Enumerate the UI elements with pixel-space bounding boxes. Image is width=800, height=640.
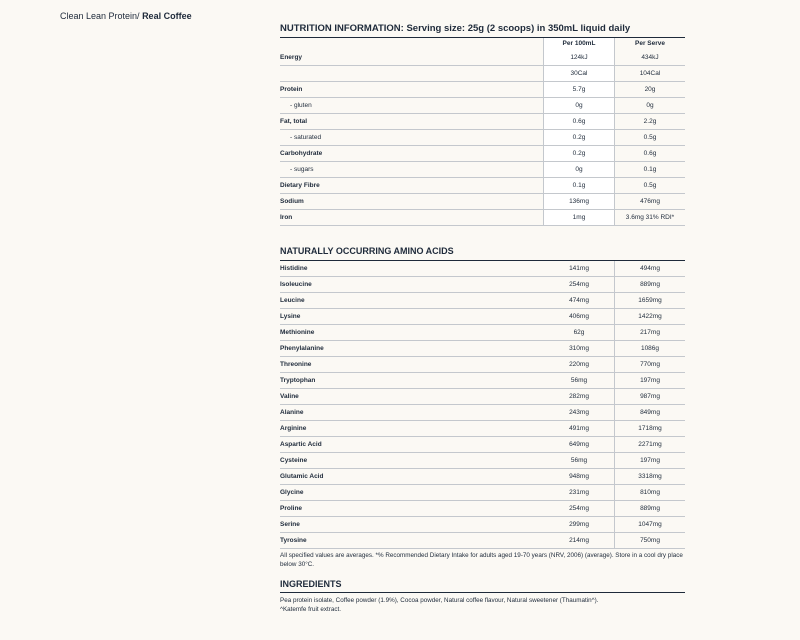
row-label: Cysteine xyxy=(280,457,308,464)
row-value-per-100ml: 124kJ xyxy=(543,50,615,65)
nutrition-title: NUTRITION INFORMATION: Serving size: 25g (2 scoops) in 350mL liquid daily xyxy=(280,23,631,34)
amino-row xyxy=(280,533,685,549)
row-value-per-serve: 476mg xyxy=(640,198,660,205)
row-label xyxy=(280,66,543,81)
row-label: Carbohydrate xyxy=(280,150,323,157)
ingredients-title: INGREDIENTS xyxy=(280,579,342,589)
row-value-per-serve: 197mg xyxy=(640,377,660,384)
nutrition-panel xyxy=(280,0,685,614)
row-value-per-serve: 494mg xyxy=(640,265,660,272)
row-value-per-serve: 889mg xyxy=(640,281,660,288)
row-label: Leucine xyxy=(280,297,305,304)
row-label: Methionine xyxy=(280,329,315,336)
row-label: Histidine xyxy=(280,265,308,272)
row-value-per-100ml: 0.2g xyxy=(543,130,615,145)
row-value-per-serve: 434kJ xyxy=(641,54,659,61)
amino-row xyxy=(280,277,685,293)
amino-title: NATURALLY OCCURRING AMINO ACIDS xyxy=(280,246,454,256)
amino-row xyxy=(280,485,685,501)
amino-row xyxy=(280,517,685,533)
row-value-per-serve: 810mg xyxy=(640,489,660,496)
row-value-per-100ml: 0g xyxy=(543,162,615,177)
row-value-per-100ml: 948mg xyxy=(544,469,615,484)
row-label: Arginine xyxy=(280,425,307,432)
amino-row xyxy=(280,469,685,485)
row-value-per-serve: 1047mg xyxy=(638,521,662,528)
row-value-per-serve: 1659mg xyxy=(638,297,662,304)
row-label: Valine xyxy=(280,393,299,400)
row-label: Isoleucine xyxy=(280,281,312,288)
row-value-per-100ml: 299mg xyxy=(544,517,615,532)
col-per-100ml: Per 100mL xyxy=(543,38,615,50)
row-value-per-100ml: 56mg xyxy=(544,373,615,388)
amino-row xyxy=(280,421,685,437)
row-label: Aspartic Acid xyxy=(280,441,322,448)
row-value-per-100ml: 231mg xyxy=(544,485,615,500)
row-value-per-100ml: 141mg xyxy=(544,261,615,276)
row-value-per-serve: 0g xyxy=(646,102,654,109)
row-value-per-100ml: 282mg xyxy=(544,389,615,404)
product-variant: Real Coffee xyxy=(142,11,192,21)
amino-row xyxy=(280,293,685,309)
nutrition-row xyxy=(280,114,685,130)
row-label: - sugars xyxy=(290,166,314,173)
ingredients-divider xyxy=(280,592,685,593)
row-value-per-100ml: 30Cal xyxy=(543,66,615,81)
row-value-per-serve: 3318mg xyxy=(638,473,662,480)
row-value-per-serve: 104Cal xyxy=(639,70,661,77)
row-value-per-100ml: 474mg xyxy=(544,293,615,308)
row-value-per-serve: 0.1g xyxy=(643,166,657,173)
amino-row xyxy=(280,261,685,277)
row-label: Protein xyxy=(280,86,303,93)
amino-row xyxy=(280,501,685,517)
row-label: - gluten xyxy=(290,102,312,109)
nutrition-row xyxy=(280,146,685,162)
row-value-per-serve: 0.5g xyxy=(643,182,657,189)
amino-row xyxy=(280,357,685,373)
row-value-per-100ml: 5.7g xyxy=(543,82,615,97)
amino-row xyxy=(280,453,685,469)
row-value-per-100ml: 214mg xyxy=(544,533,615,548)
row-value-per-100ml: 136mg xyxy=(543,194,615,209)
row-value-per-serve: 1422mg xyxy=(638,313,662,320)
row-value-per-serve: 20g xyxy=(644,86,656,93)
nutrition-row xyxy=(280,178,685,194)
row-value-per-serve: 0.6g xyxy=(643,150,657,157)
col-per-serve: Per Serve xyxy=(635,40,665,47)
row-value-per-serve: 987mg xyxy=(640,393,660,400)
row-label: Iron xyxy=(280,214,293,221)
row-value-per-100ml: 310mg xyxy=(544,341,615,356)
amino-row xyxy=(280,373,685,389)
row-label: Lysine xyxy=(280,313,301,320)
nutrition-row xyxy=(280,50,685,66)
row-label: Threonine xyxy=(280,361,312,368)
nutrition-row xyxy=(280,210,685,226)
row-label: Glycine xyxy=(280,489,304,496)
row-value-per-100ml: 243mg xyxy=(544,405,615,420)
amino-row xyxy=(280,325,685,341)
row-label: Tyrosine xyxy=(280,537,307,544)
row-value-per-serve: 770mg xyxy=(640,361,660,368)
row-value-per-serve: 217mg xyxy=(640,329,660,336)
row-value-per-serve: 0.5g xyxy=(643,134,657,141)
row-value-per-serve: 1086g xyxy=(640,345,660,352)
product-name: Clean Lean Protein/ xyxy=(60,11,143,21)
row-value-per-100ml: 220mg xyxy=(544,357,615,372)
ingredients-note: ^Katemfe fruit extract. xyxy=(280,606,342,613)
amino-row xyxy=(280,341,685,357)
row-value-per-100ml: 0.1g xyxy=(543,178,615,193)
nutrition-row xyxy=(280,194,685,210)
row-value-per-100ml: 254mg xyxy=(544,277,615,292)
nutrition-row xyxy=(280,82,685,98)
nutrition-row xyxy=(280,98,685,114)
row-value-per-100ml: 0.6g xyxy=(543,114,615,129)
row-label: Glutamic Acid xyxy=(280,473,324,480)
row-value-per-100ml: 0g xyxy=(543,98,615,113)
amino-row xyxy=(280,437,685,453)
ingredients-text xyxy=(280,596,685,614)
row-value-per-serve: 750mg xyxy=(640,537,660,544)
row-label: Phenylalanine xyxy=(280,345,324,352)
row-value-per-100ml: 254mg xyxy=(544,501,615,516)
amino-row xyxy=(280,389,685,405)
row-label: Fat, total xyxy=(280,118,308,125)
amino-row xyxy=(280,405,685,421)
footnote: All specified values are averages. *% Recommended Dietary Intake for adults aged 19-70 years (NRV, 2006) (average). Store in a cool dry place below 30°C. xyxy=(280,552,683,568)
row-value-per-100ml: 56mg xyxy=(544,453,615,468)
row-value-per-100ml: 0.2g xyxy=(543,146,615,161)
nutrition-header-row xyxy=(280,38,685,50)
row-label: Alanine xyxy=(280,409,304,416)
amino-table xyxy=(280,261,685,549)
row-label: Sodium xyxy=(280,198,304,205)
row-value-per-serve: 889mg xyxy=(640,505,660,512)
row-value-per-serve: 197mg xyxy=(640,457,660,464)
row-label: Serine xyxy=(280,521,300,528)
row-value-per-serve: 2.2g xyxy=(643,118,657,125)
row-label: Tryptophan xyxy=(280,377,316,384)
row-value-per-serve: 849mg xyxy=(640,409,660,416)
nutrition-row xyxy=(280,162,685,178)
row-value-per-serve: 2271mg xyxy=(638,441,662,448)
row-value-per-100ml: 491mg xyxy=(544,421,615,436)
nutrition-row xyxy=(280,66,685,82)
row-value-per-serve: 1718mg xyxy=(638,425,662,432)
row-label: Energy xyxy=(280,54,303,61)
row-value-per-serve: 3.6mg 31% RDI* xyxy=(625,214,675,221)
nutrition-row xyxy=(280,130,685,146)
amino-row xyxy=(280,309,685,325)
row-value-per-100ml: 1mg xyxy=(543,210,615,225)
row-label: - saturated xyxy=(290,134,322,141)
row-label: Dietary Fibre xyxy=(280,182,320,189)
ingredients-line: Pea protein isolate, Coffee powder (1.9%), Cocoa powder, Natural coffee flavour, Natural sweetener (Thaumatin^). xyxy=(280,597,599,604)
product-title xyxy=(60,11,192,21)
row-value-per-100ml: 62g xyxy=(544,325,615,340)
nutrition-table xyxy=(280,38,685,226)
row-value-per-100ml: 406mg xyxy=(544,309,615,324)
row-label: Proline xyxy=(280,505,303,512)
row-value-per-100ml: 649mg xyxy=(544,437,615,452)
